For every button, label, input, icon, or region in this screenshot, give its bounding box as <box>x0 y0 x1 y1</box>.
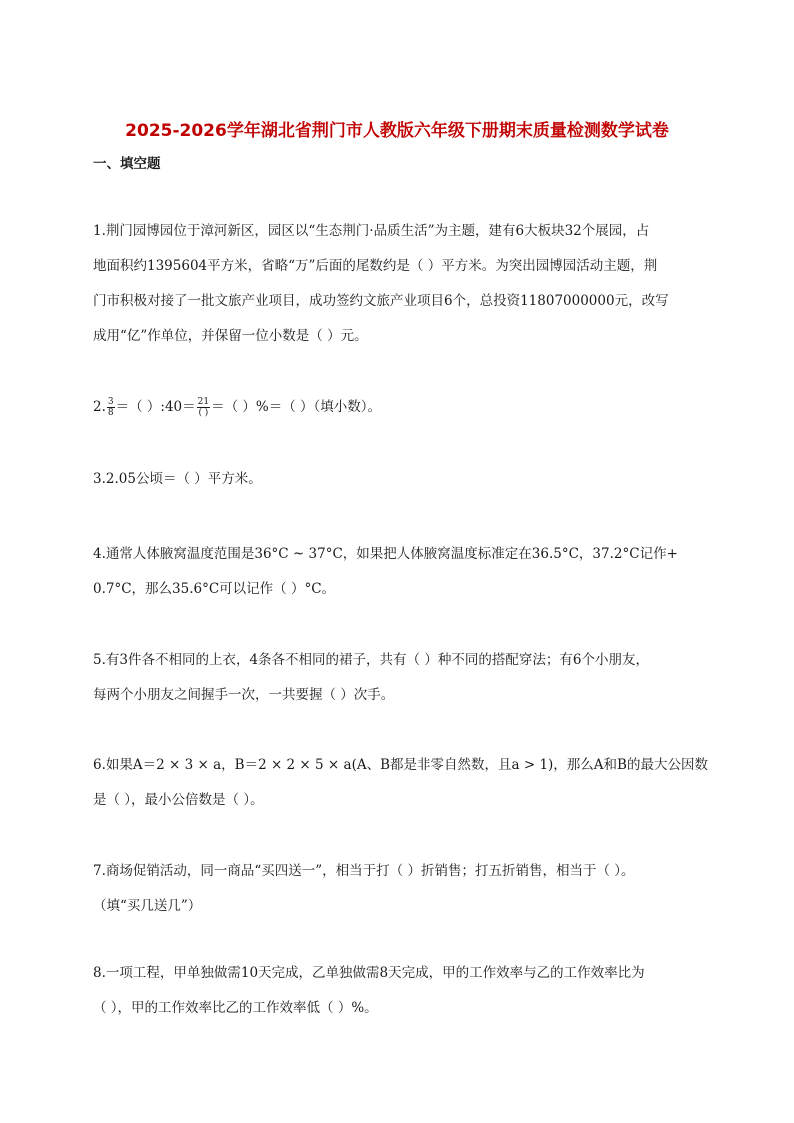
question-1-line-2: 地面积约1395604平方米，省略“万”后面的尾数约是（ ）平方米。为突出园博园活动主题，荆 <box>93 258 658 274</box>
question-2-middle: ＝（ ）:40＝ <box>115 399 196 415</box>
question-5-line-2: 每两个小朋友之间握手一次，一共要握（ ）次手。 <box>93 687 395 703</box>
question-7-line-1: 7.商场促销活动，同一商品“买四送一”，相当于打（ ）折销售；打五折销售，相当于（ ）。 <box>93 863 635 879</box>
question-2-rest: ＝（ ）%＝（ ）（填小数）。 <box>211 399 382 415</box>
fraction-21-blank <box>197 397 210 418</box>
fraction-denominator: 8 <box>107 408 114 418</box>
question-4-line-2: 0.7°C，那么35.6°C可以记作（ ）°C。 <box>93 581 336 597</box>
question-1-line-1: 1.荆门园博园位于漳河新区，园区以“生态荆门·品质生活”为主题，建有6大板块32个展园，占 <box>93 223 650 239</box>
question-4-line-1: 4.通常人体腋窝温度范围是36°C ~ 37°C，如果把人体腋窝温度标准定在36.5°C，37.2°C记作+ <box>93 546 678 562</box>
question-1 <box>93 214 703 354</box>
question-7-line-2: （填“买几送几”） <box>93 898 202 914</box>
question-2-prefix: 2. <box>93 399 106 415</box>
question-3 <box>93 462 703 497</box>
fraction-numerator: 21 <box>197 397 210 407</box>
question-1-line-3: 门市积极对接了一批文旅产业项目，成功签约文旅产业项目6个，总投资11807000000元，改写 <box>93 293 669 309</box>
question-5-line-1: 5.有3件各不相同的上衣，4条各不相同的裙子，共有（ ）种不同的搭配穿法；有6个小朋友， <box>93 652 649 668</box>
section-heading: 一、填空题 <box>93 156 161 172</box>
question-8-line-2: （ ），甲的工作效率比乙的工作效率低（ ）%。 <box>93 1000 378 1016</box>
question-4 <box>93 537 703 607</box>
question-2 <box>93 390 703 425</box>
question-8-line-1: 8.一项工程，甲单独做需10天完成，乙单独做需8天完成，甲的工作效率与乙的工作效率比为 <box>93 965 645 981</box>
fraction-numerator: 3 <box>107 397 114 407</box>
fraction-denominator: ( ) <box>198 408 209 418</box>
question-8 <box>93 956 703 1026</box>
question-3-line: 3.2.05公顷＝（ ）平方米。 <box>93 471 262 487</box>
question-6-line-1: 6.如果A＝2 × 3 × a，B＝2 × 2 × 5 × a(A、B都是非零自然数，且a > 1)，那么A和B的最大公因数 <box>93 757 708 773</box>
question-7 <box>93 854 703 924</box>
exam-title: 2025-2026学年湖北省荆门市人教版六年级下册期末质量检测数学试卷 <box>125 121 669 141</box>
question-6 <box>93 748 708 818</box>
question-1-line-4: 成用“亿”作单位，并保留一位小数是（ ）元。 <box>93 328 368 344</box>
question-5 <box>93 643 703 713</box>
fraction-three-eighths <box>107 397 115 418</box>
question-2-line <box>93 390 703 425</box>
question-6-line-2: 是（ ），最小公倍数是（ ）。 <box>93 792 264 808</box>
